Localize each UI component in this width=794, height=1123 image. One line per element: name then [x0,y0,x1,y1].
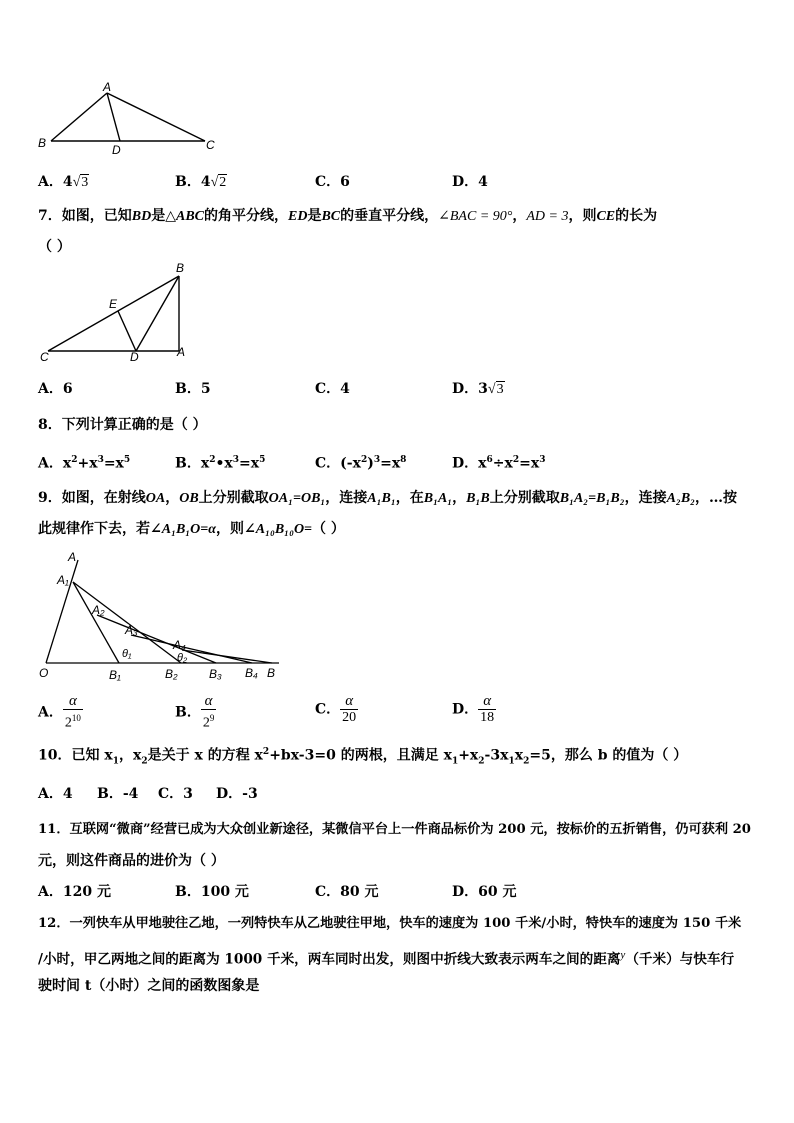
q8-option-d[interactable]: D．$x^6\div x^2=x^3$ [452,455,546,472]
label-b3: B₃ [209,667,222,681]
q9-option-c[interactable]: C． $\frac{\alpha}{20}$ [315,693,357,725]
q9-stem-line2: 此规律作下去，若∠A₁B₁O=α，则∠A₁₀B₁₀O=（ ） [38,521,345,537]
segment-ed [118,311,136,351]
q6-option-a[interactable] [38,174,89,191]
sqrt-sign: √3 [487,382,504,397]
q11-stem-line1: 11．互联网“微商”经营已成为大众创业新途径，某微信平台上一件商品标价为 200 元，按标价的五折销售，仍可获利 20 [38,822,751,837]
radicand: 2 [219,175,227,190]
q6-option-b-text: B．4 [175,174,211,190]
label-c: C [40,350,49,364]
q11-option-b[interactable]: B．100 元 [175,884,249,900]
q6-option-a-text: A．4 [38,174,73,190]
q6-option-b[interactable] [175,174,227,191]
label-theta1: θ₁ [122,648,132,660]
segment-a3b4 [131,635,252,663]
radicand: 3 [81,175,89,190]
label-c: C [206,138,215,152]
q7-figure [36,258,206,370]
label-a2: A₂ [92,603,105,617]
q11-stem-line2: 元，则这件商品的进价为（ ） [38,853,225,869]
q10-stem: 10．已知 $x_1$，$x_2$是关于 x 的方程 $x^2+bx-3=0$ 的两根，且满足 $x_1+x_2-3x_1x_2=5$，那么 b 的值为（ ） [38,747,688,767]
label-b: B [38,136,47,150]
q7-option-a[interactable]: A．6 [38,381,73,397]
q10-option-a[interactable]: A．4 [38,786,73,802]
q7-stem-line2: （ ） [38,239,71,255]
q8-stem: 8．下列计算正确的是（ ） [38,417,207,433]
q7-option-c[interactable]: C．4 [315,381,350,397]
label-b2: B₂ [165,667,178,681]
segment-a1b1 [73,582,119,663]
segment-ac [107,93,205,141]
sqrt-sign: √3 [72,175,89,190]
q12-stem-line1: 12．一列快车从甲地驶往乙地，一列特快车从乙地驶往甲地，快车的速度为 100 千米/小时，特快车的速度为 150 千米 [38,916,742,931]
q6-option-c[interactable]: C．6 [315,174,350,190]
q6-option-d[interactable]: D．4 [452,174,488,190]
label-a: A [68,550,77,564]
q8-option-c[interactable]: C．$(-x^2)^3=x^8$ [315,455,407,472]
q10-option-b[interactable]: B．-4 [97,786,139,802]
segment-ab [51,93,107,141]
label-a: A [103,80,112,94]
label-e: E [109,297,118,311]
q9-option-b[interactable]: B． $\frac{\alpha}{2^9}$ [175,693,215,731]
label-b4: B₄ [245,666,258,680]
q9-stem-line1: 9．如图，在射线OA，OB上分别截取OA₁=OB₁，连接A₁B₁，在B₁A₁，B₁B上分别截取B₁A₂=B₁B₂，连接A₂B₂，…按 [38,490,738,506]
q7-option-d[interactable] [452,381,505,398]
q7-stem-line1: 7．如图，已知BD是△ABC的角平分线，ED是BC的垂直平分线，∠BAC = 90°，AD = 3，则CE的长为 [38,208,658,224]
segment-a4b [182,650,272,663]
q7-option-b[interactable]: B．5 [175,381,211,397]
label-d: D [130,350,139,364]
top-triangle-figure [30,76,230,156]
label-theta2: θ₂ [177,652,188,664]
label-a: A [177,345,186,359]
q12-stem-line3: 驶时间 t（小时）之间的函数图象是 [38,978,260,994]
q9-figure [34,548,288,684]
label-o: O [39,666,49,680]
segment-cb [48,276,179,351]
label-b: B [176,261,185,275]
q11-option-c[interactable]: C．80 元 [315,884,379,900]
label-b1: B₁ [109,668,121,682]
label-d: D [112,143,121,156]
segment-bd [136,276,179,351]
q9-option-d[interactable]: D． $\frac{\alpha}{18}$ [452,693,495,725]
q9-option-a[interactable]: A． $\frac{\alpha}{2^{10}}$ [38,693,81,731]
sqrt-sign: √2 [210,175,227,190]
q8-option-a[interactable]: A．$x^2+x^3=x^5$ [38,455,131,472]
q10-option-d[interactable]: D．-3 [216,786,258,802]
segment-ad [107,93,120,141]
label-a1: A₁ [57,573,69,587]
q11-option-d[interactable]: D．60 元 [452,884,517,900]
label-a4: A₄ [173,638,186,652]
label-a3: A₃ [125,623,138,637]
radicand: 3 [496,382,504,397]
label-b: B [267,666,276,680]
q7-option-d-text: D．3 [452,381,488,397]
q11-option-a[interactable]: A．120 元 [38,884,111,900]
q10-option-c[interactable]: C．3 [158,786,193,802]
q12-stem-line2: /小时，甲乙两地之间的距离为 1000 千米，两车同时出发，则图中折线大致表示两车之间的距离$^y$（千米）与快车行 [38,949,735,968]
q8-option-b[interactable]: B．$x^2•x^3=x^5$ [175,455,266,472]
